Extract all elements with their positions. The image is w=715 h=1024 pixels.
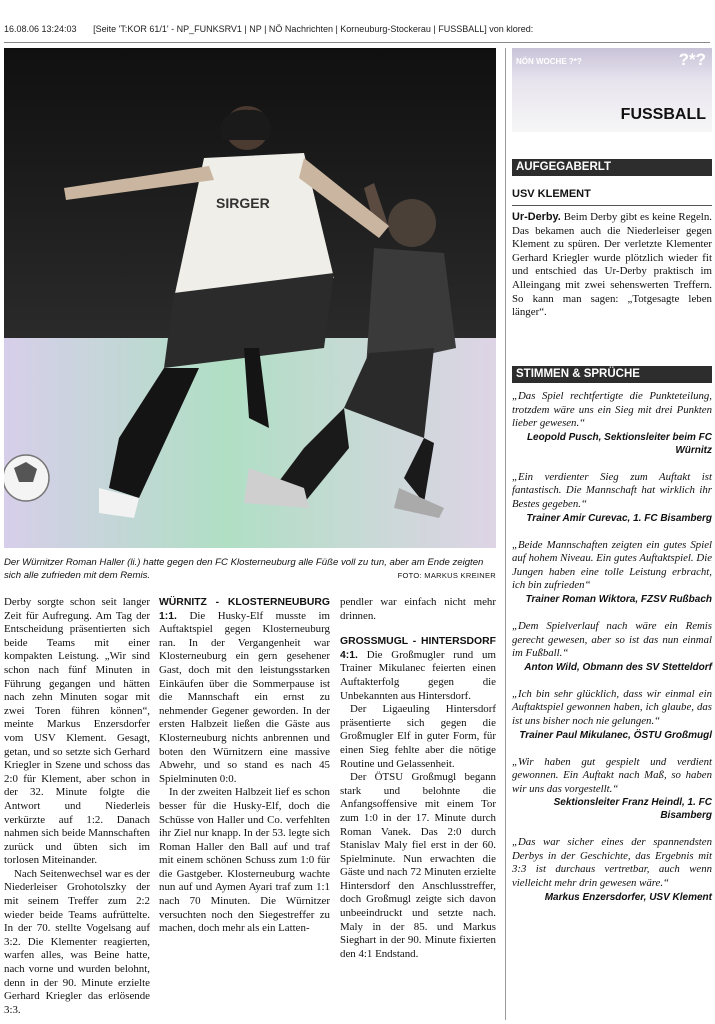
article-paragraph: Der ÖTSU Großmugl begann stark und belohnte die Anfangsoffensive mit einem Tor zum 1:0 in der 17. Minute durch Roman Vanek. Das 2:0 durch Stanislav Maly fiel erst in der 60. Spielminute. Nun erwachten die Gäste und nach 72 Minuten erzielte Hintersdorf den Anschlusstreffer, doch Großmugl zeigte sich davon unbeeindruckt und setzte nach. Maly in der 85. und Markus Sieghart in der 90. Minute fixierten den 4:1 Endstand. xyxy=(340,771,496,960)
article-paragraph: Nach Seitenwechsel war es der Niederleiser Grohotolszky der mit seinem Treffer zum 2:2 wieder beide Teams aufrüttelte. In der 70. stellte Vogelsang auf 3:2. Die Klementer reagierten, warfen alles, was Beine hatte, nach vorne und wurden belohnt, denn in der 90. Minute erzielte Gerhard Kriegler das erlösende 3:3. xyxy=(4,867,150,1016)
section-title: FUSSBALL xyxy=(620,106,706,123)
quote-author: Trainer Amir Curevac, 1. FC Bisamberg xyxy=(526,512,712,524)
match-photo xyxy=(4,48,496,548)
quote-author: Trainer Roman Wiktora, FZSV Rußbach xyxy=(525,593,712,605)
ur-derby-body: Beim Derby gibt es keine Regeln. Das bekamen auch die Niederleiser gegen Klement zu spüren. Der verletzte Klementer Gerhard Kriegler wurde plötzlich wieder fit und entschied das Ur-Derby praktisch im Alleingang mit zwei sehenswerten Treffern. So kann man sagen: „Totgesagte leben länger“. xyxy=(512,211,712,319)
ur-derby-text xyxy=(512,211,712,320)
stimmen-heading: STIMMEN & SPRÜCHE xyxy=(512,366,712,383)
football xyxy=(4,455,49,501)
quote-author: Trainer Paul Mikulanec, ÖSTU Großmugl xyxy=(519,729,712,741)
quote-item xyxy=(512,756,712,823)
week-marker: ?*? xyxy=(678,50,706,69)
column-divider xyxy=(505,48,506,1020)
week-label: NÖN WOCHE ?*? xyxy=(516,57,582,66)
quote-text: „Ich bin sehr glücklich, dass wir einmal ein Auftaktspiel gewonnen haben, ich glaube, das ist uns bisher noch nie gelungen.“ xyxy=(512,687,712,727)
quote-item xyxy=(512,390,712,457)
quote-author: Markus Enzersdorfer, USV Klement xyxy=(544,891,712,903)
quote-text: „Dem Spielverlauf nach wäre ein Remis gerecht gewesen, aber so ist das nun einmal im Fußball.“ xyxy=(512,619,712,660)
article-column-2 xyxy=(159,596,330,936)
quote-item xyxy=(512,836,712,903)
header-path: [Seite 'T:KOR 61/1' - NP_FUNKSRV1 | NP | NÖ Nachrichten | Korneuburg-Stockerau | FUSSBALL] von klored: xyxy=(93,24,534,34)
header-divider xyxy=(4,42,710,43)
photo-caption xyxy=(4,556,496,582)
article-column-1 xyxy=(4,596,150,1017)
quote-item xyxy=(512,471,712,525)
ur-derby-lead: Ur-Derby. xyxy=(512,211,561,223)
match-subheading: GROSSMUGL - HINTERSDORF 4:1. xyxy=(340,636,496,661)
quote-item xyxy=(512,688,712,742)
quote-item xyxy=(512,620,712,674)
article-paragraph: Der Ligaeuling Hintersdorf präsentierte sich gegen die Großmugler Elf in guter Form, für einen Sieg fehlte aber die nötige Routine und Gelassenheit. xyxy=(340,703,496,770)
print-header xyxy=(4,24,704,34)
match-photo-illustration xyxy=(4,48,496,548)
quote-text: „Wir haben gut gespielt und verdient gewonnen. Ein Auftakt nach Maß, so haben wir uns das vorgestellt.“ xyxy=(512,755,712,795)
article-paragraph: Derby sorgte schon seit langer Zeit für Aufregung. Am Tag der Entscheidung präsentierten sich beide Teams mit einer kompakten Leistung. „Wir sind schon nach fünf Minuten in Führung gegangen und hätten nach zehn Minuten sogar mit zwei Toren führen können“, meinte Markus Enzersdorfer vom USV Klement. Gesagt, getan, und so setzte sich Gerhard Kriegler in Szene und schoss das 2:0 für Klement, aber schon in der 32. Minute folgte die Antwort und Niederleis verkürzte auf 1:2. Danach nahmen sich beide Mannschaften zurück und übten sich im torlosen Miteinander. xyxy=(4,596,150,867)
article-paragraph: Die Husky-Elf musste im Auftaktspiel gegen Klosterneuburg ran. In der Vergangenheit war Klosterneuburg ein gern gesehener Gast, doch mit den leistungsstarken Einkäufen über die Sommerpause ist die Mannschaft ein ernst zu nehmender Gegener geworden. In der ersten Halbzeit ließen die Gäste aus Klosterneuburg nichts anbrennen und boten den Würnitzern eine massive Abwehr, und so stand es nach 45 Spielminuten 0:0. xyxy=(159,609,330,785)
aufgegaberlt-heading: AUFGEGABERLT xyxy=(512,159,712,176)
quote-item xyxy=(512,539,712,606)
article-paragraph: Die Großmugler rund um Trainer Mikulanec feierten einen Auftakterfolg gegen die Unbekannten aus Hintersdorf. xyxy=(340,648,496,702)
quote-text: „Das Spiel rechtfertigte die Punkteteilung, trotzdem wäre uns ein Sieg mit drei Punkten lieber gewesen.“ xyxy=(512,390,712,430)
quote-author: Leopold Pusch, Sektionsleiter beim FC Würnitz xyxy=(526,431,712,456)
sidebar xyxy=(512,48,712,903)
quote-author: Sektionsleiter Franz Heindl, 1. FC Bisamberg xyxy=(553,797,712,822)
club-underline xyxy=(512,205,712,206)
article-paragraph: In der zweiten Halbzeit lief es schon besser für die Husky-Elf, doch die Schüsse von Haller und Co. verfehlten ihr Ziel nur knapp. In der 53. legte sich Roman Haller den Ball auf und traf mit einem schönen Schuss zum 1:0 für die Gastgeber. Klosterneuburg wachte nun auf und Aymen Ayari traf zum 1:1 nach 70 Minuten. Die Würnitzer versuchten noch den Siegestreffer zu machen, doch mehr als ein Latten- xyxy=(159,786,330,935)
jersey-text: SIRGER xyxy=(216,195,270,211)
photo-credit: FOTO: MARKUS KREINER xyxy=(397,571,496,580)
article-column-3 xyxy=(340,596,496,961)
quotes-list xyxy=(512,390,712,918)
header-timestamp: 16.08.06 13:24:03 xyxy=(4,24,77,34)
caption-text: Der Würnitzer Roman Haller (li.) hatte gegen den FC Klosterneuburg alle Füße voll zu tun, aber am Ende zeigten sich alle zufrieden mit dem Remis. xyxy=(4,557,484,581)
article-paragraph: pendler war einfach nicht mehr drinnen. xyxy=(340,596,496,622)
match-subheading: WÜRNITZ - KLOSTERNEUBURG 1:1. xyxy=(159,597,330,622)
section-banner xyxy=(512,48,712,132)
quote-text: „Beide Mannschaften zeigten ein gutes Spiel auf hohem Niveau. Ein gutes Auftaktspiel. Die Jungen haben eine tolle Leistung erbracht, ich bin zufrieden“ xyxy=(512,538,712,592)
quote-text: „Ein verdienter Sieg zum Auftakt ist fantastisch. Die Mannschaft hat wirklich ihr Bestes gegeben.“ xyxy=(512,470,712,510)
club-heading: USV KLEMENT xyxy=(512,188,591,200)
quote-text: „Das war sicher eines der spannendsten Derbys in der Geschichte, das Ergebnis mit 3:3 ist durchaus vertretbar, auch wenn vielleicht mehr drin gewesen wäre.“ xyxy=(512,836,712,890)
quote-author: Anton Wild, Obmann des SV Stetteldorf xyxy=(524,661,712,673)
